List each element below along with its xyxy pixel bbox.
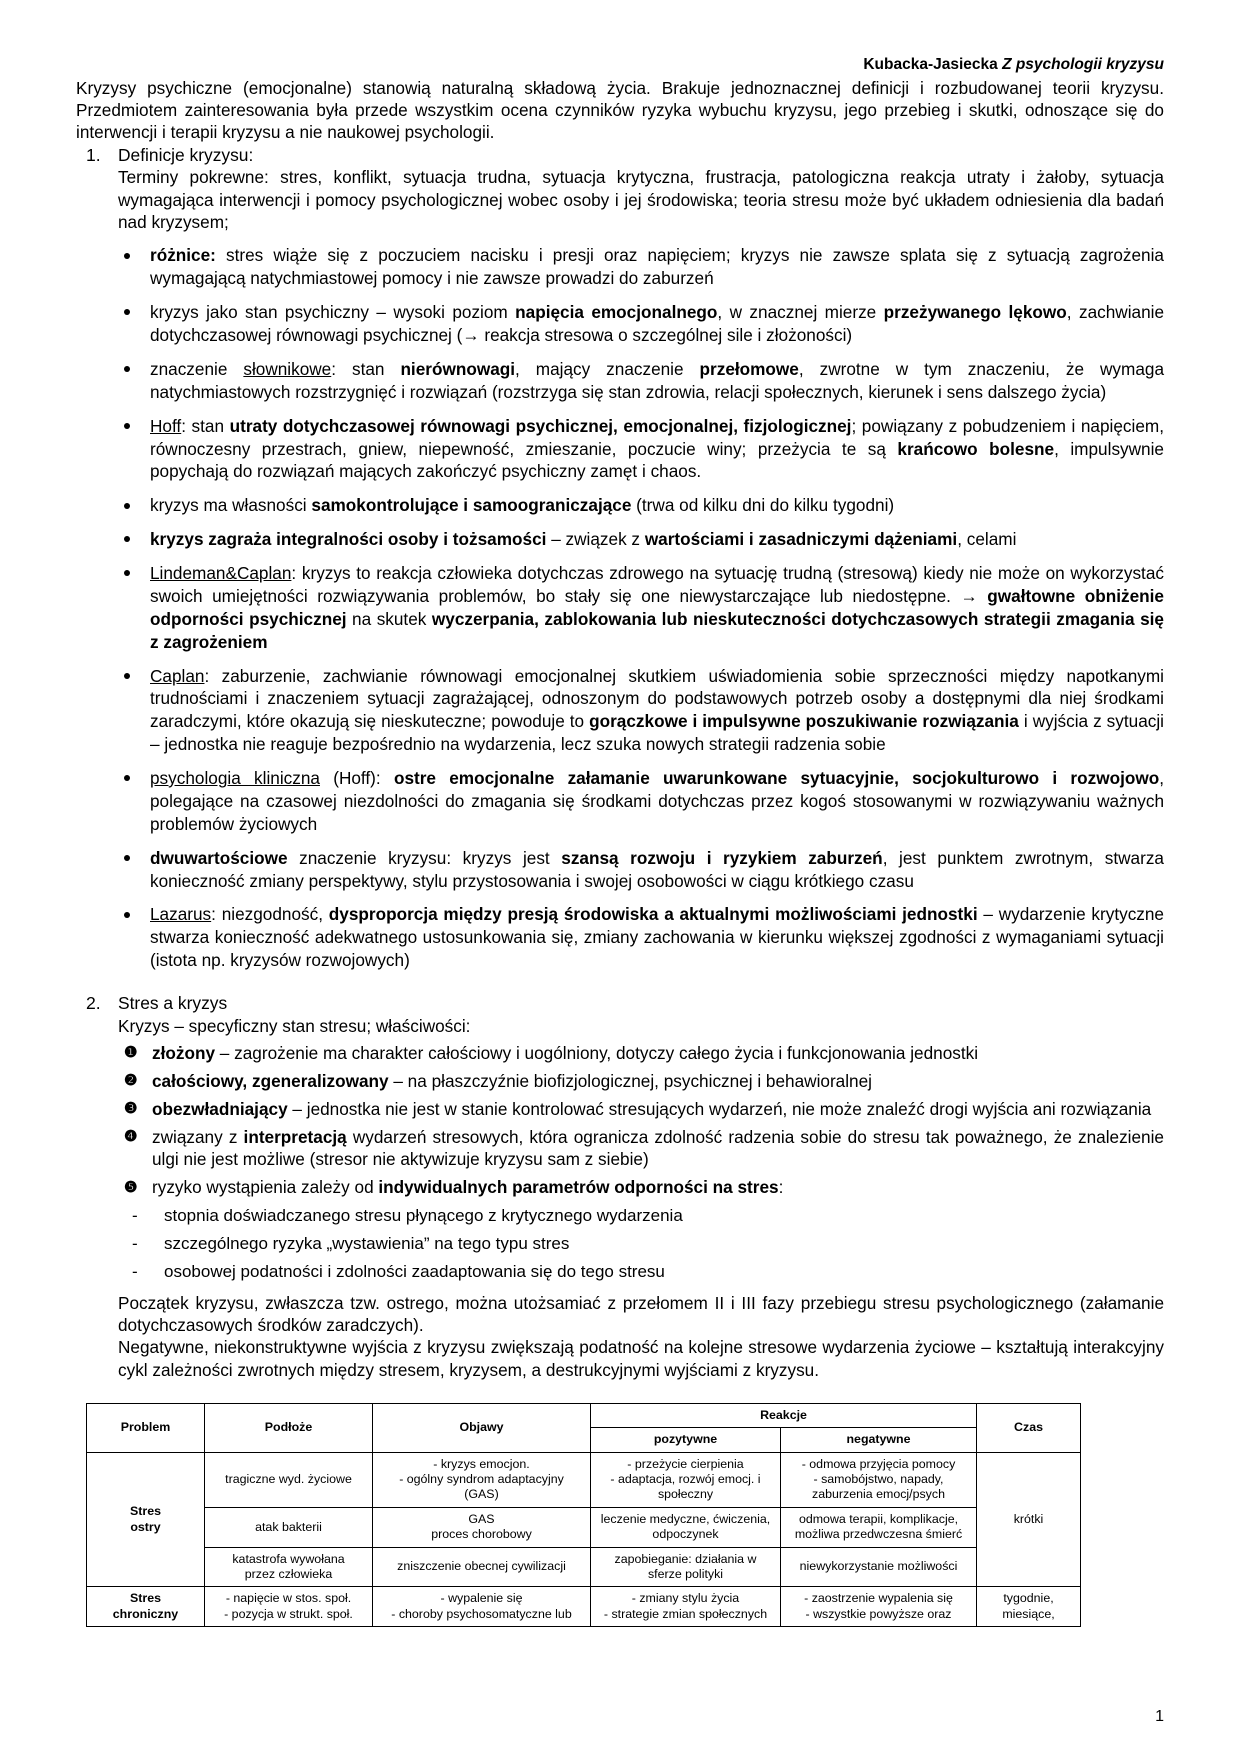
text-run: nierównowagi xyxy=(400,358,516,379)
text-run: , impulsywnie popychają do rozwiązań mających zakończyć psychiczny zamęt i chaos. xyxy=(150,438,1164,482)
resilience-parameter-3 xyxy=(118,1261,1164,1283)
table-cell-line: - zaostrzenie wypalenia się xyxy=(804,1591,953,1606)
table-cell-line: tygodnie, xyxy=(1003,1591,1054,1606)
table-cell-line: - wszystkie powyższe oraz xyxy=(805,1606,952,1621)
property-item-2 xyxy=(118,1070,1164,1093)
table-cell-line: (GAS) xyxy=(464,1487,499,1502)
section-2-numbered-list xyxy=(118,1042,1164,1199)
text-run: , w znacznej mierze xyxy=(717,302,884,323)
table-row xyxy=(87,1547,1081,1587)
text-run: (trwa od kilku dni do kilku tygodni) xyxy=(631,495,895,516)
table-cell-objawy xyxy=(373,1587,591,1627)
text-run: psychologia kliniczna xyxy=(150,768,320,788)
table-cell-reakcje-negatywne xyxy=(781,1587,977,1627)
dash-bullet-icon: - xyxy=(132,1234,138,1254)
section-2-tail-paragraphs xyxy=(118,1292,1164,1381)
table-cell-line: możliwa przedwczesna śmierć xyxy=(794,1527,963,1542)
text-run: ostre emocjonalne załamanie uwarunkowane sytuacyjnie, socjokulturowo i rozwojowo xyxy=(393,768,1160,788)
bullet-dot-icon xyxy=(124,912,130,918)
text-run: gorączkowe i impulsywne poszukiwanie rozwiązania xyxy=(589,711,1019,732)
table-cell-line: odmowa terapii, komplikacje, xyxy=(798,1511,959,1526)
table-cell-line: leczenie medyczne, ćwiczenia, xyxy=(600,1511,771,1526)
page-number: 1 xyxy=(1155,1708,1164,1725)
table-cell-reakcje-pozytywne xyxy=(591,1547,781,1587)
table-cell-line: sferze polityki xyxy=(647,1566,724,1581)
section-2-sub-list xyxy=(118,1205,1164,1283)
text-run: Lazarus xyxy=(150,904,212,925)
property-item-3 xyxy=(118,1098,1164,1121)
table-cell-objawy xyxy=(373,1507,591,1547)
dash-bullet-icon: - xyxy=(132,1262,138,1282)
text-run: interpretacją xyxy=(243,1126,347,1147)
text-run: napięcia emocjonalnego xyxy=(515,302,718,323)
text-run: związany z xyxy=(152,1126,244,1147)
table-cell-line: - napięcie w stos. społ. xyxy=(225,1591,352,1606)
table-cell-problem xyxy=(87,1587,205,1627)
text-run: słownikowe xyxy=(243,358,332,379)
table-cell-podloze xyxy=(205,1507,373,1547)
property-item-1 xyxy=(118,1042,1164,1065)
definition-bullet-caplan xyxy=(118,665,1164,757)
section-2-number: 2. xyxy=(86,993,101,1013)
sub-item-label: szczególnego ryzyka „wystawienia” na tego typu stres xyxy=(164,1234,570,1254)
text-run: , mający znaczenie xyxy=(515,358,700,379)
definition-bullet-samokontrolujace xyxy=(118,494,1164,517)
definition-bullet-dwuwartosciowe xyxy=(118,847,1164,893)
text-run: , zachwianie dotychczasowej równowagi psychicznej (→ reakcja stresowa o szczególnej sile i złożoności) xyxy=(150,302,1165,345)
col-header-objawy: Objawy xyxy=(373,1403,591,1452)
text-run: różnice: xyxy=(150,245,216,266)
closing-paragraph-2: Negatywne, niekonstruktywne wyjścia z kryzysu zwiększają podatność na kolejne stresowe wydarzenia życiowe – kształtują interakcyjny cykl zależności zwrotnych między stresem, kryzysem, a destrukcyjnymi wyjściami z kryzysu. xyxy=(118,1337,1164,1380)
text-run: Caplan xyxy=(150,665,205,686)
table-cell-line: GAS xyxy=(468,1511,495,1526)
text-run: i wyjścia z sytuacji – jednostka nie reaguje bezpośrednio na wydarzenia, lecz szuka nowych strategii radzenia sobie xyxy=(150,711,1164,755)
text-run: gwałtowne obniżenie odporności psychicznej xyxy=(150,585,1164,629)
table-cell-line: przez człowieka xyxy=(244,1566,333,1581)
text-run: , jest punktem zwrotnym, stwarza konieczność zmiany perspektywy, stylu przystosowania i swojej osobowości w ciągu krótkiego czasu xyxy=(150,847,1164,891)
text-run: kryzys ma własności xyxy=(150,495,312,516)
text-run: – na płaszczyźnie biofizjologicznej, psychicznej i behawioralnej xyxy=(388,1070,872,1091)
table-cell-line: - adaptacja, rozwój emocj. i xyxy=(610,1472,761,1487)
table-cell-line: krótki xyxy=(1013,1511,1044,1526)
table-cell-line: - zmiany stylu życia xyxy=(631,1591,740,1606)
table-cell-problem xyxy=(87,1452,205,1587)
col-header-pozytywne: pozytywne xyxy=(591,1428,781,1452)
section-2-lead: Kryzys – specyficzny stan stresu; właściwości: xyxy=(118,1015,471,1036)
table-cell-reakcje-negatywne xyxy=(781,1507,977,1547)
table-cell-line: proces chorobowy xyxy=(431,1527,532,1542)
table-cell-podloze xyxy=(205,1587,373,1627)
intro-paragraph: Kryzysy psychiczne (emocjonalne) stanowią naturalną składową życia. Brakuje jednoznacznej definicji i rozbudowanej teorii kryzysu. Przedmiotem zainteresowania była przede wszystkim ocena czynników ryzyka wybuchu kryzysu, jego przebieg i skutki, odnoszące się do interwencji i terapii kryzysu a nie naukowej psychologii. xyxy=(76,77,1164,143)
bullet-dot-icon xyxy=(124,503,130,509)
table-cell-line: - odmowa przyjęcia pomocy xyxy=(801,1456,956,1471)
table-cell-line: Stres xyxy=(130,1504,161,1519)
text-run: , celami xyxy=(957,529,1017,550)
text-run: dwuwartościowe xyxy=(150,847,288,868)
text-run: kryzys zagraża integralności osoby i tożsamości xyxy=(150,529,547,550)
table-cell-objawy xyxy=(373,1452,591,1507)
table-cell-line: Stres xyxy=(130,1591,161,1606)
definition-bullet-integralnosc xyxy=(118,528,1164,551)
bullet-dot-icon xyxy=(124,775,130,781)
dash-bullet-icon: - xyxy=(132,1206,138,1226)
col-header-negatywne: negatywne xyxy=(781,1428,977,1452)
text-run: przełomowe xyxy=(699,358,799,379)
sub-item-label: stopnia doświadczanego stresu płynącego z krytycznego wydarzenia xyxy=(164,1206,683,1226)
section-1-bullet-list xyxy=(118,244,1164,972)
text-run: : kryzys to reakcja człowieka dotychczas zdrowego na sytuację trudną (stresową) kiedy nie może on wykorzystać swoich umiejętności rozwiązywania problemów, bo stały się one niewystarczające lub niedostępne. → xyxy=(150,563,1164,606)
table-cell-line: społeczny xyxy=(657,1487,714,1502)
definition-bullet-stan-psychiczny xyxy=(118,301,1164,347)
table-cell-line: chroniczny xyxy=(112,1606,179,1621)
table-cell-line: tragiczne wyd. życiowe xyxy=(225,1472,352,1487)
text-run: – zagrożenie ma charakter całościowy i uogólniony, dotyczy całego życia i funkcjonowania jednostki xyxy=(215,1042,979,1063)
closing-paragraph-1: Początek kryzysu, zwłaszcza tzw. ostrego, można utożsamiać z przełomem II i III fazy przebiegu stresu psychologicznego (załamanie dotychczasowych środków zaradczych). xyxy=(118,1292,1164,1335)
table-cell-line: - przeżycie cierpienia xyxy=(627,1456,744,1471)
table-row xyxy=(87,1507,1081,1547)
col-header-problem: Problem xyxy=(87,1403,205,1452)
section-2-title: Stres a kryzys xyxy=(118,993,228,1013)
text-run: krańcowo bolesne xyxy=(897,438,1055,459)
section-1-title: Definicje kryzysu: xyxy=(118,144,254,165)
text-run: złożony xyxy=(152,1042,216,1063)
col-header-reakcje: Reakcje xyxy=(591,1403,977,1427)
text-run: na skutek xyxy=(346,608,432,629)
table-cell-reakcje-pozytywne xyxy=(591,1507,781,1547)
table-cell-line: - ogólny syndrom adaptacyjny xyxy=(399,1472,564,1487)
text-run: , zwrotne w tym znaczeniu, że wymaga natychmiastowych rozstrzygnięć i rozwiązań (rozstrzyga się stan zdrowia, relacji społecznych, kierunek i sens dalszego życia) xyxy=(150,358,1165,402)
table-cell-czas xyxy=(977,1452,1081,1587)
table-cell-podloze xyxy=(205,1547,373,1587)
definition-bullet-roznice xyxy=(118,244,1164,290)
text-run: szansą rozwoju i ryzykiem zaburzeń xyxy=(561,847,883,868)
text-run: dysproporcja między presją środowiska a aktualnymi możliwościami jednostki xyxy=(328,904,978,925)
table-cell-line: zapobieganie: działania w xyxy=(614,1551,757,1566)
text-run: utraty dotychczasowej równowagi psychicznej, emocjonalnej, fizjologicznej xyxy=(229,415,852,436)
bullet-dot-icon xyxy=(124,570,130,576)
table-cell-line: odpoczynek xyxy=(652,1527,719,1542)
text-run: , polegające na czasowej niezdolności do zmagania się środkami dotychczas przez kogoś stosowanymi w rozwiązywaniu ważnych problemów życiowych xyxy=(150,768,1165,834)
text-run: ryzyko wystąpienia zależy od xyxy=(152,1177,379,1198)
table-row xyxy=(87,1587,1081,1627)
table-cell-czas xyxy=(977,1587,1081,1627)
circled-number-icon: ❶ xyxy=(124,1044,138,1062)
text-run: : stan xyxy=(331,358,401,379)
table-body xyxy=(87,1452,1081,1626)
text-run: wartościami i zasadniczymi dążeniami xyxy=(644,529,958,550)
bullet-dot-icon xyxy=(124,253,130,259)
header-author: Kubacka-Jasiecka xyxy=(863,56,998,73)
running-header xyxy=(76,56,1164,75)
table-cell-line: - samobójstwo, napady, xyxy=(813,1472,944,1487)
circled-number-icon: ❸ xyxy=(124,1099,138,1117)
header-work-title: Z psychologii kryzysu xyxy=(1002,56,1164,73)
text-run: : xyxy=(778,1177,784,1198)
text-run: kryzys jako stan psychiczny – wysoki poziom xyxy=(150,302,516,323)
bullet-dot-icon xyxy=(124,536,130,542)
bullet-dot-icon xyxy=(124,673,130,679)
table-cell-reakcje-pozytywne xyxy=(591,1452,781,1507)
table-cell-line: miesiące, xyxy=(1002,1606,1055,1621)
table-cell-reakcje-negatywne xyxy=(781,1547,977,1587)
table-cell-line: katastrofa wywołana xyxy=(232,1551,345,1566)
table-row xyxy=(87,1452,1081,1507)
definition-bullet-slownikowe xyxy=(118,358,1164,404)
text-run: wydarzeń stresowych, która ogranicza zdolność radzenia sobie do stresu tak poważnego, że znalezienie ulgi nie jest możliwe (stresor nie aktywizuje kryzysu sam z siebie) xyxy=(152,1126,1164,1170)
bullet-dot-icon xyxy=(124,366,130,372)
bullet-dot-icon xyxy=(124,309,130,315)
text-run: indywidualnych parametrów odporności na stres xyxy=(378,1177,779,1198)
resilience-parameter-1 xyxy=(118,1205,1164,1227)
text-run: : zaburzenie, zachwianie równowagi emocjonalnej skutkiem uświadomienia sobie sprzeczności między napotkanymi trudnościami i znaczeniem sytuacji zagrażającej, odnoszonym do podstawowych potrzeb osoby a dostępnymi dla niej środkami zaradczymi, które okazują się nieskuteczne; powoduje to xyxy=(150,665,1164,732)
text-run: : niezgodność, xyxy=(211,904,329,925)
table-cell-line: zniszczenie obecnej cywilizacji xyxy=(397,1559,566,1574)
property-item-5 xyxy=(118,1176,1164,1199)
col-header-czas: Czas xyxy=(977,1403,1081,1452)
text-run: Lindeman&Caplan xyxy=(150,563,292,583)
table-cell-line: niewykorzystanie możliwości xyxy=(799,1559,958,1574)
table-cell-line: - strategie zmian społecznych xyxy=(603,1606,768,1621)
table-cell-line: - wypalenie się xyxy=(440,1591,523,1606)
table-cell-objawy xyxy=(373,1547,591,1587)
text-run: ; powiązany z pobudzeniem i napięciem, równoczesny przestrach, gniew, niepewność, zmieszanie, poczucie winy; przeżycia te są xyxy=(150,415,1164,459)
stress-crisis-table xyxy=(86,1403,1081,1627)
section-1-lead: Terminy pokrewne: stres, konflikt, sytuacja trudna, sytuacja krytyczna, frustracja, patologiczna reakcja utraty i żałoby, sytuacja wymagająca interwencji i pomocy psychologicznej wobec osoby i jej środowiska; teoria stresu może być układem odniesienia dla badań nad kryzysem; xyxy=(118,167,1164,233)
text-run: – jednostka nie jest w stanie kontrolować stresujących wydarzeń, nie może znaleźć drogi wyjścia ani rozwiązania xyxy=(287,1098,1152,1119)
text-run: znaczenie kryzysu: kryzys jest xyxy=(287,847,562,868)
text-run: – związek z xyxy=(546,529,645,550)
text-run: samokontrolujące i samoograniczające xyxy=(311,495,632,516)
table-cell-podloze xyxy=(205,1452,373,1507)
table-cell-reakcje-negatywne xyxy=(781,1452,977,1507)
resilience-parameter-2 xyxy=(118,1233,1164,1255)
table-cell-line: ostry xyxy=(130,1519,161,1534)
text-run: Hoff xyxy=(150,415,182,436)
text-run: wyczerpania, zablokowania lub nieskuteczności dotychczasowych strategii zmagania się z zagrożeniem xyxy=(150,608,1164,652)
circled-number-icon: ❺ xyxy=(124,1178,138,1196)
table-header-row-1 xyxy=(87,1403,1081,1427)
sub-item-label: osobowej podatności i zdolności zaadaptowania się do tego stresu xyxy=(164,1262,665,1282)
text-run: obezwładniający xyxy=(152,1098,288,1119)
table-head xyxy=(87,1403,1081,1452)
section-1 xyxy=(76,144,1164,972)
text-run: : stan xyxy=(181,415,230,436)
table-cell-line: atak bakterii xyxy=(255,1519,322,1534)
property-item-4 xyxy=(118,1126,1164,1172)
table-cell-line: - pozycja w strukt. społ. xyxy=(224,1606,353,1621)
section-1-number: 1. xyxy=(86,144,101,165)
circled-number-icon: ❷ xyxy=(124,1072,138,1090)
text-run: całościowy, zgeneralizowany xyxy=(152,1070,389,1091)
bullet-dot-icon xyxy=(124,423,130,429)
col-header-podloze: Podłoże xyxy=(205,1403,373,1452)
definition-bullet-hoff xyxy=(118,415,1164,484)
table-cell-line: - kryzys emocjon. xyxy=(433,1456,530,1471)
text-run: – wydarzenie krytyczne stwarza konieczność adekwatnego ustosunkowania się, zmiany zachowania w kierunku większej zgodności z wymaganiami sytuacji (istota np. kryzysów rozwojowych) xyxy=(150,904,1164,971)
bullet-dot-icon xyxy=(124,855,130,861)
text-run: znaczenie xyxy=(150,358,244,379)
sections-list xyxy=(76,144,1164,1381)
table-cell-line: zaburzenia emocj/psych xyxy=(812,1487,945,1502)
table-cell-reakcje-pozytywne xyxy=(591,1587,781,1627)
section-2 xyxy=(76,992,1164,1381)
text-run: stres wiąże się z poczuciem nacisku i presji oraz napięciem; kryzys nie zawsze splata się z sytuacją zagrożenia wymagającą natychmiastowej pomocy i nie zawsze prowadzi do zaburzeń xyxy=(150,245,1164,289)
definition-bullet-psychologia-kliniczna xyxy=(118,767,1164,836)
text-run: (Hoff): xyxy=(319,768,394,788)
text-run: przeżywanego lękowo xyxy=(883,302,1067,323)
table-cell-line: - choroby psychosomatyczne lub xyxy=(391,1606,572,1621)
circled-number-icon: ❹ xyxy=(124,1127,138,1145)
definition-bullet-lindeman-caplan xyxy=(118,562,1164,654)
definition-bullet-lazarus xyxy=(118,903,1164,972)
